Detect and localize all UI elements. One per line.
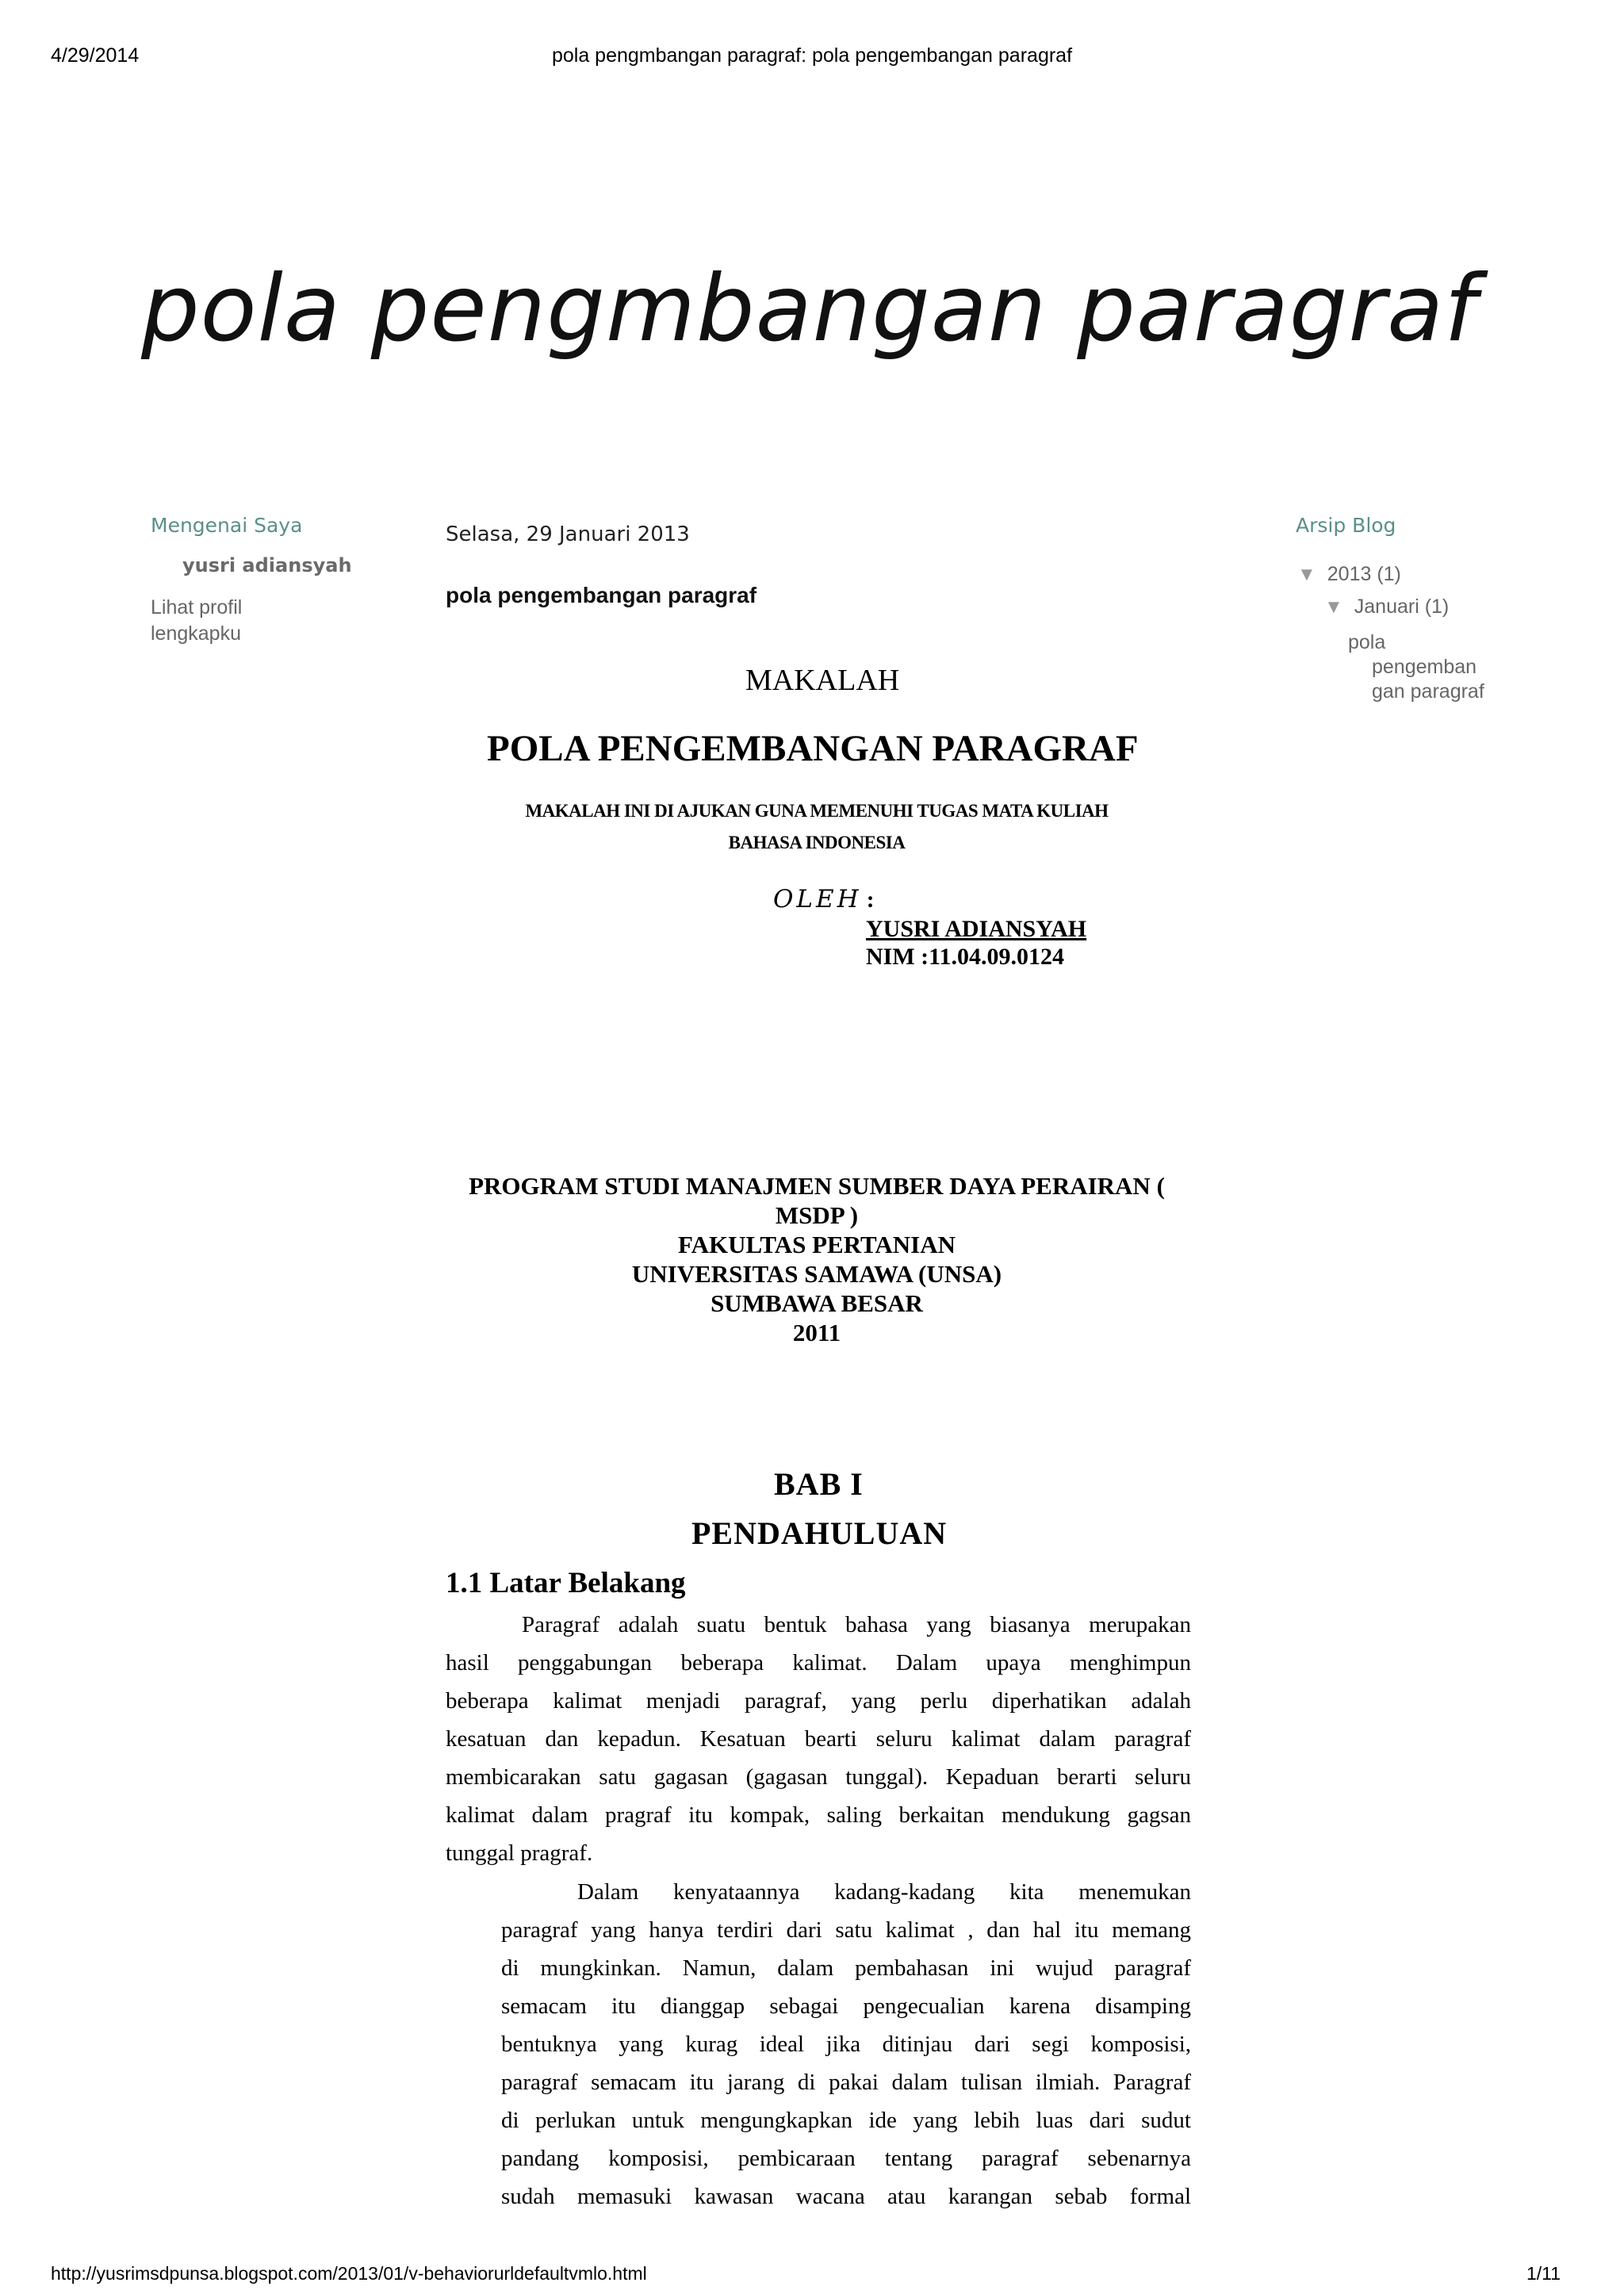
chapter-title: PENDAHULUAN: [691, 1515, 948, 1551]
paragraph-line: pandang komposisi, pembicaraan tentang paragraf sebenarnya: [501, 2146, 1191, 2171]
print-date: 4/29/2014: [51, 44, 140, 67]
program-line: MSDP ): [775, 1201, 859, 1229]
makalah-label: MAKALAH: [745, 664, 900, 697]
paragraph-line: bentuknya yang kurag ideal jika ditinjau dari segi komposisi,: [501, 2032, 1191, 2057]
view-profile-link[interactable]: [151, 596, 242, 645]
blog-title[interactable]: pola pengmbangan paragraf: [141, 255, 1478, 362]
collapse-triangle-icon[interactable]: ▼: [1297, 564, 1316, 585]
oleh-text: OLEH: [773, 885, 862, 913]
view-profile-line1: Lihat profil: [151, 596, 243, 618]
paragraph-line: tunggal pragraf.: [446, 1840, 593, 1866]
program-line: FAKULTAS PERTANIAN: [677, 1231, 956, 1258]
print-page-number: 1/11: [1526, 2263, 1561, 2284]
purpose-line-1: MAKALAH INI DI AJUKAN GUNA MEMENUHI TUGAS MATA KULIAH: [525, 801, 1109, 821]
author-name: YUSRI ADIANSYAH: [866, 916, 1087, 942]
about-me-heading: Mengenai Saya: [151, 514, 303, 537]
paragraph-line: di mungkinkan. Namun, dalam pembahasan ini wujud paragraf: [501, 1955, 1191, 1981]
oleh-colon: :: [866, 887, 875, 913]
author-nim: NIM :11.04.09.0124: [866, 944, 1064, 970]
paragraph-line: membicarakan satu gagasan (gagasan tunggal). Kepaduan berarti seluru: [446, 1764, 1191, 1790]
makalah-title: POLA PENGEMBANGAN PARAGRAF: [487, 728, 1139, 769]
program-line: 2011: [792, 1319, 841, 1346]
chapter-number: BAB I: [774, 1466, 864, 1502]
program-line: UNIVERSITAS SAMAWA (UNSA): [631, 1260, 1002, 1288]
program-line: PROGRAM STUDI MANAJMEN SUMBER DAYA PERAIRAN (: [469, 1172, 1165, 1200]
print-page-title: pola pengmbangan paragraf: pola pengembangan paragraf: [551, 44, 1073, 67]
archive-year-label[interactable]: 2013 (1): [1327, 563, 1401, 585]
paragraph-line: hasil penggabungan beberapa kalimat. Dalam upaya menghimpun: [446, 1650, 1191, 1676]
program-block: [428, 1171, 1205, 1347]
paragraph-line: di perlukan untuk mengungkapkan ide yang lebih luas dari sudut: [501, 2108, 1191, 2133]
collapse-triangle-icon[interactable]: ▼: [1324, 596, 1343, 618]
program-line: SUMBAWA BESAR: [710, 1289, 923, 1317]
paragraph-line: beberapa kalimat menjadi paragraf, yang perlu diperhatikan adalah: [446, 1688, 1191, 1714]
blog-archive-heading: Arsip Blog: [1296, 514, 1396, 537]
paragraph-line: kesatuan dan kepadun. Kesatuan bearti seluru kalimat dalam paragraf: [446, 1726, 1191, 1752]
paragraph-line: kalimat dalam pragraf itu kompak, saling berkaitan mendukung gagsan: [446, 1802, 1191, 1828]
paragraph-line: Paragraf adalah suatu bentuk bahasa yang biasanya merupakan: [522, 1612, 1191, 1637]
post-title[interactable]: pola pengembangan paragraf: [446, 583, 757, 607]
paragraph-line: semacam itu dianggap sebagai pengecualian karena disamping: [501, 1993, 1191, 2019]
paragraph-2: [501, 1873, 1191, 2215]
paragraph-1: [446, 1606, 1191, 1872]
paragraph-line: paragraf yang hanya terdiri dari satu kalimat , dan hal itu memang: [501, 1917, 1191, 1943]
archive-post-line1: pola: [1348, 631, 1386, 653]
paragraph-line: paragraf semacam itu jarang di pakai dalam tulisan ilmiah. Paragraf: [501, 2070, 1191, 2095]
purpose-line-2: BAHASA INDONESIA: [728, 833, 906, 852]
paragraph-line: Dalam kenyataannya kadang-kadang kita menemukan: [577, 1879, 1191, 1905]
archive-year-item[interactable]: [1297, 563, 1401, 586]
oleh-label: [773, 885, 875, 913]
paragraph-line: sudah memasuki kawasan wacana atau karangan sebab formal: [501, 2184, 1191, 2209]
post-date: Selasa, 29 Januari 2013: [446, 523, 690, 546]
archive-post-line2: pengemban: [1372, 656, 1477, 678]
section-heading: 1.1 Latar Belakang: [446, 1567, 686, 1599]
print-url: http://yusrimsdpunsa.blogspot.com/2013/01/v-behaviorurldefaultvmlo.html: [51, 2263, 647, 2284]
archive-post-link[interactable]: [1348, 630, 1484, 704]
profile-name-link[interactable]: yusri adiansyah: [182, 554, 352, 576]
view-profile-line2: lengkapku: [151, 622, 241, 645]
archive-post-line3: gan paragraf: [1372, 680, 1484, 703]
archive-month-item[interactable]: [1324, 596, 1449, 618]
archive-month-label[interactable]: Januari (1): [1354, 596, 1450, 618]
